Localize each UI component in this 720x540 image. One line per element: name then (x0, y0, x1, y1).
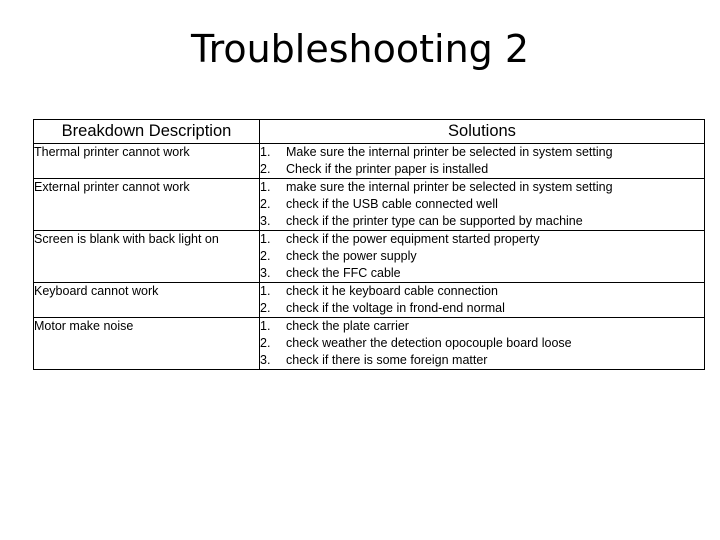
solution-number: 1. (260, 180, 271, 194)
solutions-cell (260, 283, 705, 318)
solution-number: 2. (260, 162, 271, 176)
solution-number: 1. (260, 319, 271, 333)
table-header-row (34, 120, 705, 144)
solution-number: 3. (260, 353, 271, 367)
table-row (34, 231, 705, 283)
solution-text: Make sure the internal printer be selected in system setting (286, 145, 613, 159)
header-solutions: Solutions (260, 120, 705, 144)
solutions-cell (260, 179, 705, 231)
solution-item (260, 144, 704, 161)
solutions-cell (260, 231, 705, 283)
solution-text: check the plate carrier (286, 319, 409, 333)
breakdown-description: Screen is blank with back light on (34, 231, 260, 283)
solution-number: 2. (260, 249, 271, 263)
solution-number: 1. (260, 145, 271, 159)
solution-text: check if there is some foreign matter (286, 353, 488, 367)
solutions-cell (260, 144, 705, 179)
solution-text: check the power supply (286, 249, 417, 263)
solution-item (260, 196, 704, 213)
breakdown-description: Thermal printer cannot work (34, 144, 260, 179)
page-title: Troubleshooting 2 (190, 27, 530, 71)
solution-text: make sure the internal printer be selected in system setting (286, 180, 613, 194)
solution-item (260, 318, 704, 335)
solution-number: 2. (260, 301, 271, 315)
solution-number: 1. (260, 284, 271, 298)
solution-text: check if the power equipment started property (286, 232, 540, 246)
solution-item (260, 179, 704, 196)
header-breakdown-description: Breakdown Description (34, 120, 260, 144)
solution-item (260, 265, 704, 282)
solution-item (260, 352, 704, 369)
solution-number: 3. (260, 214, 271, 228)
breakdown-description: External printer cannot work (34, 179, 260, 231)
solutions-cell (260, 318, 705, 370)
solution-text: check the FFC cable (286, 266, 401, 280)
solution-item (260, 335, 704, 352)
solution-item (260, 283, 704, 300)
solution-text: Check if the printer paper is installed (286, 162, 489, 176)
solution-text: check it he keyboard cable connection (286, 284, 498, 298)
table-row (34, 318, 705, 370)
solution-text: check if the voltage in frond-end normal (286, 301, 505, 315)
troubleshooting-table (33, 119, 705, 370)
table-row (34, 283, 705, 318)
solution-number: 2. (260, 336, 271, 350)
solution-number: 3. (260, 266, 271, 280)
solution-item (260, 231, 704, 248)
solution-item (260, 161, 704, 178)
breakdown-description: Motor make noise (34, 318, 260, 370)
solution-text: check if the printer type can be supported by machine (286, 214, 583, 228)
solution-item (260, 300, 704, 317)
solution-text: check if the USB cable connected well (286, 197, 498, 211)
solution-item (260, 213, 704, 230)
breakdown-description: Keyboard cannot work (34, 283, 260, 318)
solution-number: 1. (260, 232, 271, 246)
solution-item (260, 248, 704, 265)
solution-text: check weather the detection opocouple board loose (286, 336, 572, 350)
solution-number: 2. (260, 197, 271, 211)
table-row (34, 179, 705, 231)
table-row (34, 144, 705, 179)
